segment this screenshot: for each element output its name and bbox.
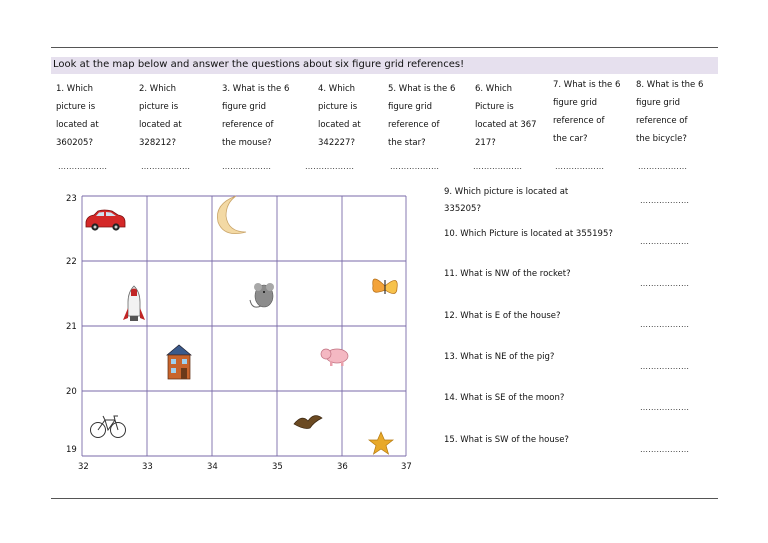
- northing-label: 22: [66, 257, 77, 267]
- bottom-rule: [51, 498, 718, 499]
- answer-line-3[interactable]: ………………: [222, 162, 272, 171]
- question-9: 9. Which picture is located at 335205?: [444, 187, 569, 214]
- question-1: 1. Which picture is located at 360205?: [56, 84, 99, 148]
- easting-label: 37: [401, 462, 412, 472]
- answer-line-14[interactable]: ………………: [640, 403, 690, 412]
- question-12: 12. What is E of the house?: [444, 311, 561, 321]
- question-11: 11. What is NW of the rocket?: [444, 269, 571, 279]
- rocket-icon: [123, 286, 145, 321]
- question-7: 7. What is the 6 figure grid reference of the car?: [553, 80, 621, 144]
- car-icon: [86, 210, 125, 231]
- answer-line-8[interactable]: ………………: [638, 162, 688, 171]
- moon-icon: [217, 196, 246, 234]
- question-3: 3. What is the 6 figure grid reference of the mouse?: [222, 84, 290, 148]
- intro-text: Look at the map below and answer the questions about six figure grid references!: [53, 59, 465, 70]
- mouse-icon: [250, 283, 274, 307]
- question-2: 2. Which picture is located at 328212?: [139, 84, 182, 148]
- northing-label: 20: [66, 387, 77, 397]
- question-5: 5. What is the 6 figure grid reference of the star?: [388, 84, 456, 148]
- answer-line-2[interactable]: ………………: [141, 162, 191, 171]
- answer-line-15[interactable]: ………………: [640, 445, 690, 454]
- house-icon: [167, 345, 191, 379]
- northing-label: 21: [66, 322, 77, 332]
- answer-line-7[interactable]: ………………: [555, 162, 605, 171]
- answer-line-5[interactable]: ………………: [390, 162, 440, 171]
- star-icon: [369, 432, 393, 454]
- answer-line-6[interactable]: ………………: [473, 162, 523, 171]
- easting-label: 34: [207, 462, 218, 472]
- northing-label: 23: [66, 194, 77, 204]
- question-6: 6. Which Picture is located at 367 217?: [475, 84, 537, 148]
- question-15: 15. What is SW of the house?: [444, 435, 569, 445]
- answer-line-9[interactable]: ………………: [640, 196, 690, 205]
- butterfly-icon: [373, 279, 398, 294]
- answer-line-1[interactable]: ………………: [58, 162, 108, 171]
- easting-label: 35: [272, 462, 283, 472]
- answer-line-12[interactable]: ………………: [640, 320, 690, 329]
- question-8: 8. What is the 6 figure grid reference of the bicycle?: [636, 80, 704, 144]
- easting-label: 32: [78, 462, 89, 472]
- question-10: 10. Which Picture is located at 355195?: [444, 229, 613, 239]
- answer-line-4[interactable]: ………………: [305, 162, 355, 171]
- northing-label: 19: [66, 445, 77, 455]
- easting-label: 36: [337, 462, 348, 472]
- easting-label: 33: [142, 462, 153, 472]
- question-4: 4. Which picture is located at 342227?: [318, 84, 361, 148]
- answer-line-10[interactable]: ………………: [640, 237, 690, 246]
- grid-lines: [82, 196, 406, 456]
- question-14: 14. What is SE of the moon?: [444, 393, 565, 403]
- answer-line-11[interactable]: ………………: [640, 279, 690, 288]
- bird-icon: [294, 416, 322, 429]
- pig-icon: [321, 349, 348, 366]
- question-13: 13. What is NE of the pig?: [444, 352, 555, 362]
- bicycle-icon: [91, 416, 126, 438]
- answer-line-13[interactable]: ………………: [640, 362, 690, 371]
